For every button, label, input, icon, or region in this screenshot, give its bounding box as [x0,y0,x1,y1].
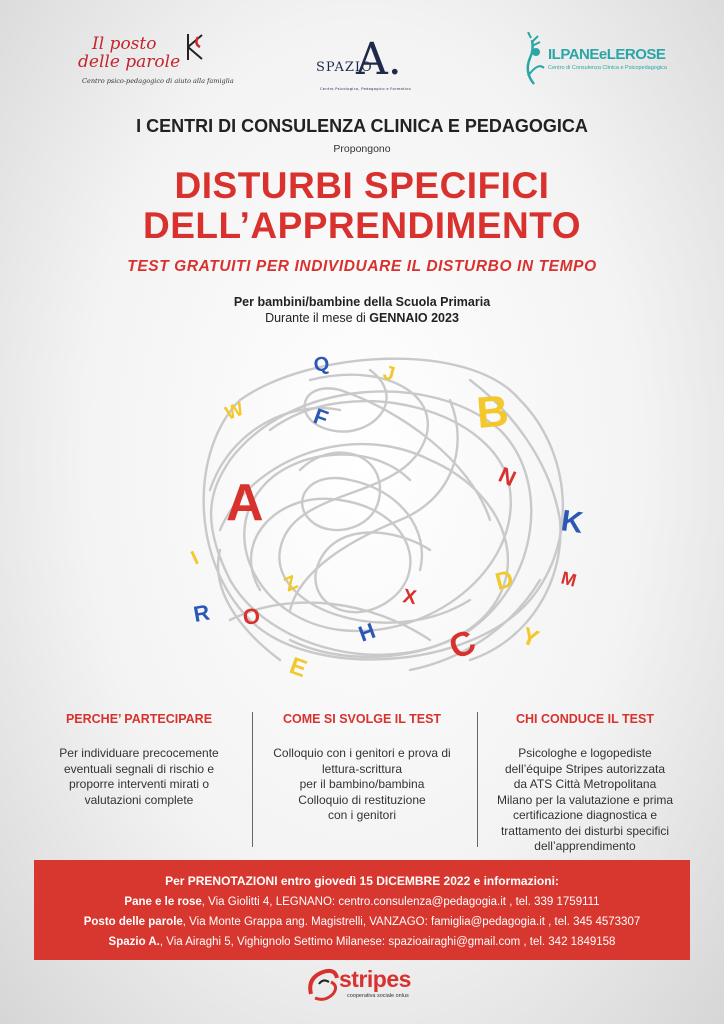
pane-logo-tagline: Centro di Consulenza Clinica e Psicopedagogica [548,65,667,71]
posto-delle-parole-logo [72,30,234,90]
subtitle: TEST GRATUITI PER INDIVIDUARE IL DISTURBO IN TEMPO [127,258,597,275]
booking-band [34,860,690,960]
centers-heading: I CENTRI DI CONSULENZA CLINICA E PEDAGOGICA [136,116,588,136]
contact-row [34,896,690,908]
body-line: Psicologhe e logopediste [518,746,652,760]
letter-d: D [492,565,517,596]
contact-name: Pane e le rose [124,896,202,908]
letter-b: B [474,386,511,438]
contact-row [34,936,690,948]
letter-f: F [310,403,332,432]
posto-logo-line2: delle parole [78,52,181,72]
letter-r: R [191,599,212,627]
body-line: dell’équipe Stripes autorizzata [504,761,666,776]
contact-row [34,916,690,928]
body-line: da ATS Città Metropolitana [513,777,657,791]
letter-n: N [494,461,520,492]
letter-a: A [226,474,264,532]
body-line: eventuali segnali di rischio e [63,761,215,776]
booking-intro: Per PRENOTAZIONI entro giovedì 15 DICEMBRE 2022 e informazioni: [165,874,559,888]
letter-m: M [558,567,579,591]
contact-name: Posto delle parole [83,916,183,928]
letter-c: C [443,622,482,668]
period-prefix: Durante il mese di [265,311,370,325]
body-line: dell’apprendimento [534,839,636,853]
spazio-logo-letter: A. [356,34,402,85]
column-heading: PERCHE’ PARTECIPARE [65,712,213,726]
posto-logo-line1: Il posto [92,34,157,54]
stripes-logo [305,962,435,1006]
column-body [470,746,700,855]
column-body [247,746,477,824]
period-date: GENNAIO 2023 [369,311,459,325]
title-line-2: DELL’APPRENDIMENTO [143,205,581,246]
letter-i: I [187,547,203,570]
propose-text: Propongono [333,143,391,155]
letter-h: H [355,617,379,647]
spazio-logo-tagline: Centro Psicologico, Pedagogico e Formativo [320,87,411,91]
stripes-tagline: cooperativa sociale onlus [347,993,409,999]
pane-e-rose-logo [520,30,680,90]
spazio-logo-word: SPAZIO [316,60,373,75]
contact-details: , Via Airaghi 5, Vighignolo Settimo Milanese: spazioairaghi@gmail.com , tel. 342 1849158 [159,936,616,948]
letter-o: O [241,602,262,630]
column-who [470,712,700,855]
contact-details: , Via Monte Grappa ang. Magistrelli, VANZAGO: famiglia@pedagogia.it , tel. 345 4573307 [182,916,641,928]
audience-line: Per bambini/bambine della Scuola Primaria [233,295,491,309]
body-line: proporre interventi mirati o [68,777,210,791]
stripes-swirl-icon [305,964,341,1004]
spazio-a-logo [310,30,420,95]
body-line: Colloquio di restituzione [298,792,426,807]
body-line: Per individuare precocemente [59,746,219,760]
body-line: trattamento dei disturbi specifici [500,823,670,838]
posto-mark-icon [184,32,206,62]
body-line: con i genitori [327,808,397,822]
scribble-illustration [170,340,590,690]
body-line: Milano per la valutazione e prima [496,792,674,807]
letter-y: Y [517,622,543,654]
column-heading: CHI CONDUCE IL TEST [516,712,654,726]
column-how [247,712,477,824]
contact-details: , Via Giolitti 4, LEGNANO: centro.consulenza@pedagogia.it , tel. 339 1759111 [201,896,600,908]
main-title [0,166,724,246]
posto-logo-tagline: Centro psico-pedagogico di aiuto alla famiglia [82,77,234,85]
leaf-figure-icon [520,32,548,88]
column-body [24,746,254,808]
body-line: certificazione diagnostica e [512,808,658,822]
body-line: valutazioni complete [84,792,194,807]
letter-q: Q [312,352,332,377]
letter-e: E [285,652,311,684]
letter-j: J [380,361,398,386]
body-line: per il bambino/bambina [299,777,425,791]
column-why [24,712,254,808]
contact-name: Spazio A. [108,936,160,948]
body-line: Colloquio con i genitori e prova di [273,746,451,760]
letter-x: X [401,585,419,610]
period-line [0,311,724,325]
letter-w: W [222,398,247,425]
stripes-brand: stripes [339,966,411,992]
letter-z: Z [280,571,302,597]
pane-logo-name: ILPANEeLEROSE [548,46,666,63]
column-heading: COME SI SVOLGE IL TEST [282,712,442,726]
title-line-1: DISTURBI SPECIFICI [174,165,550,206]
letter-k: K [559,504,586,540]
body-line: lettura-scrittura [321,761,403,776]
